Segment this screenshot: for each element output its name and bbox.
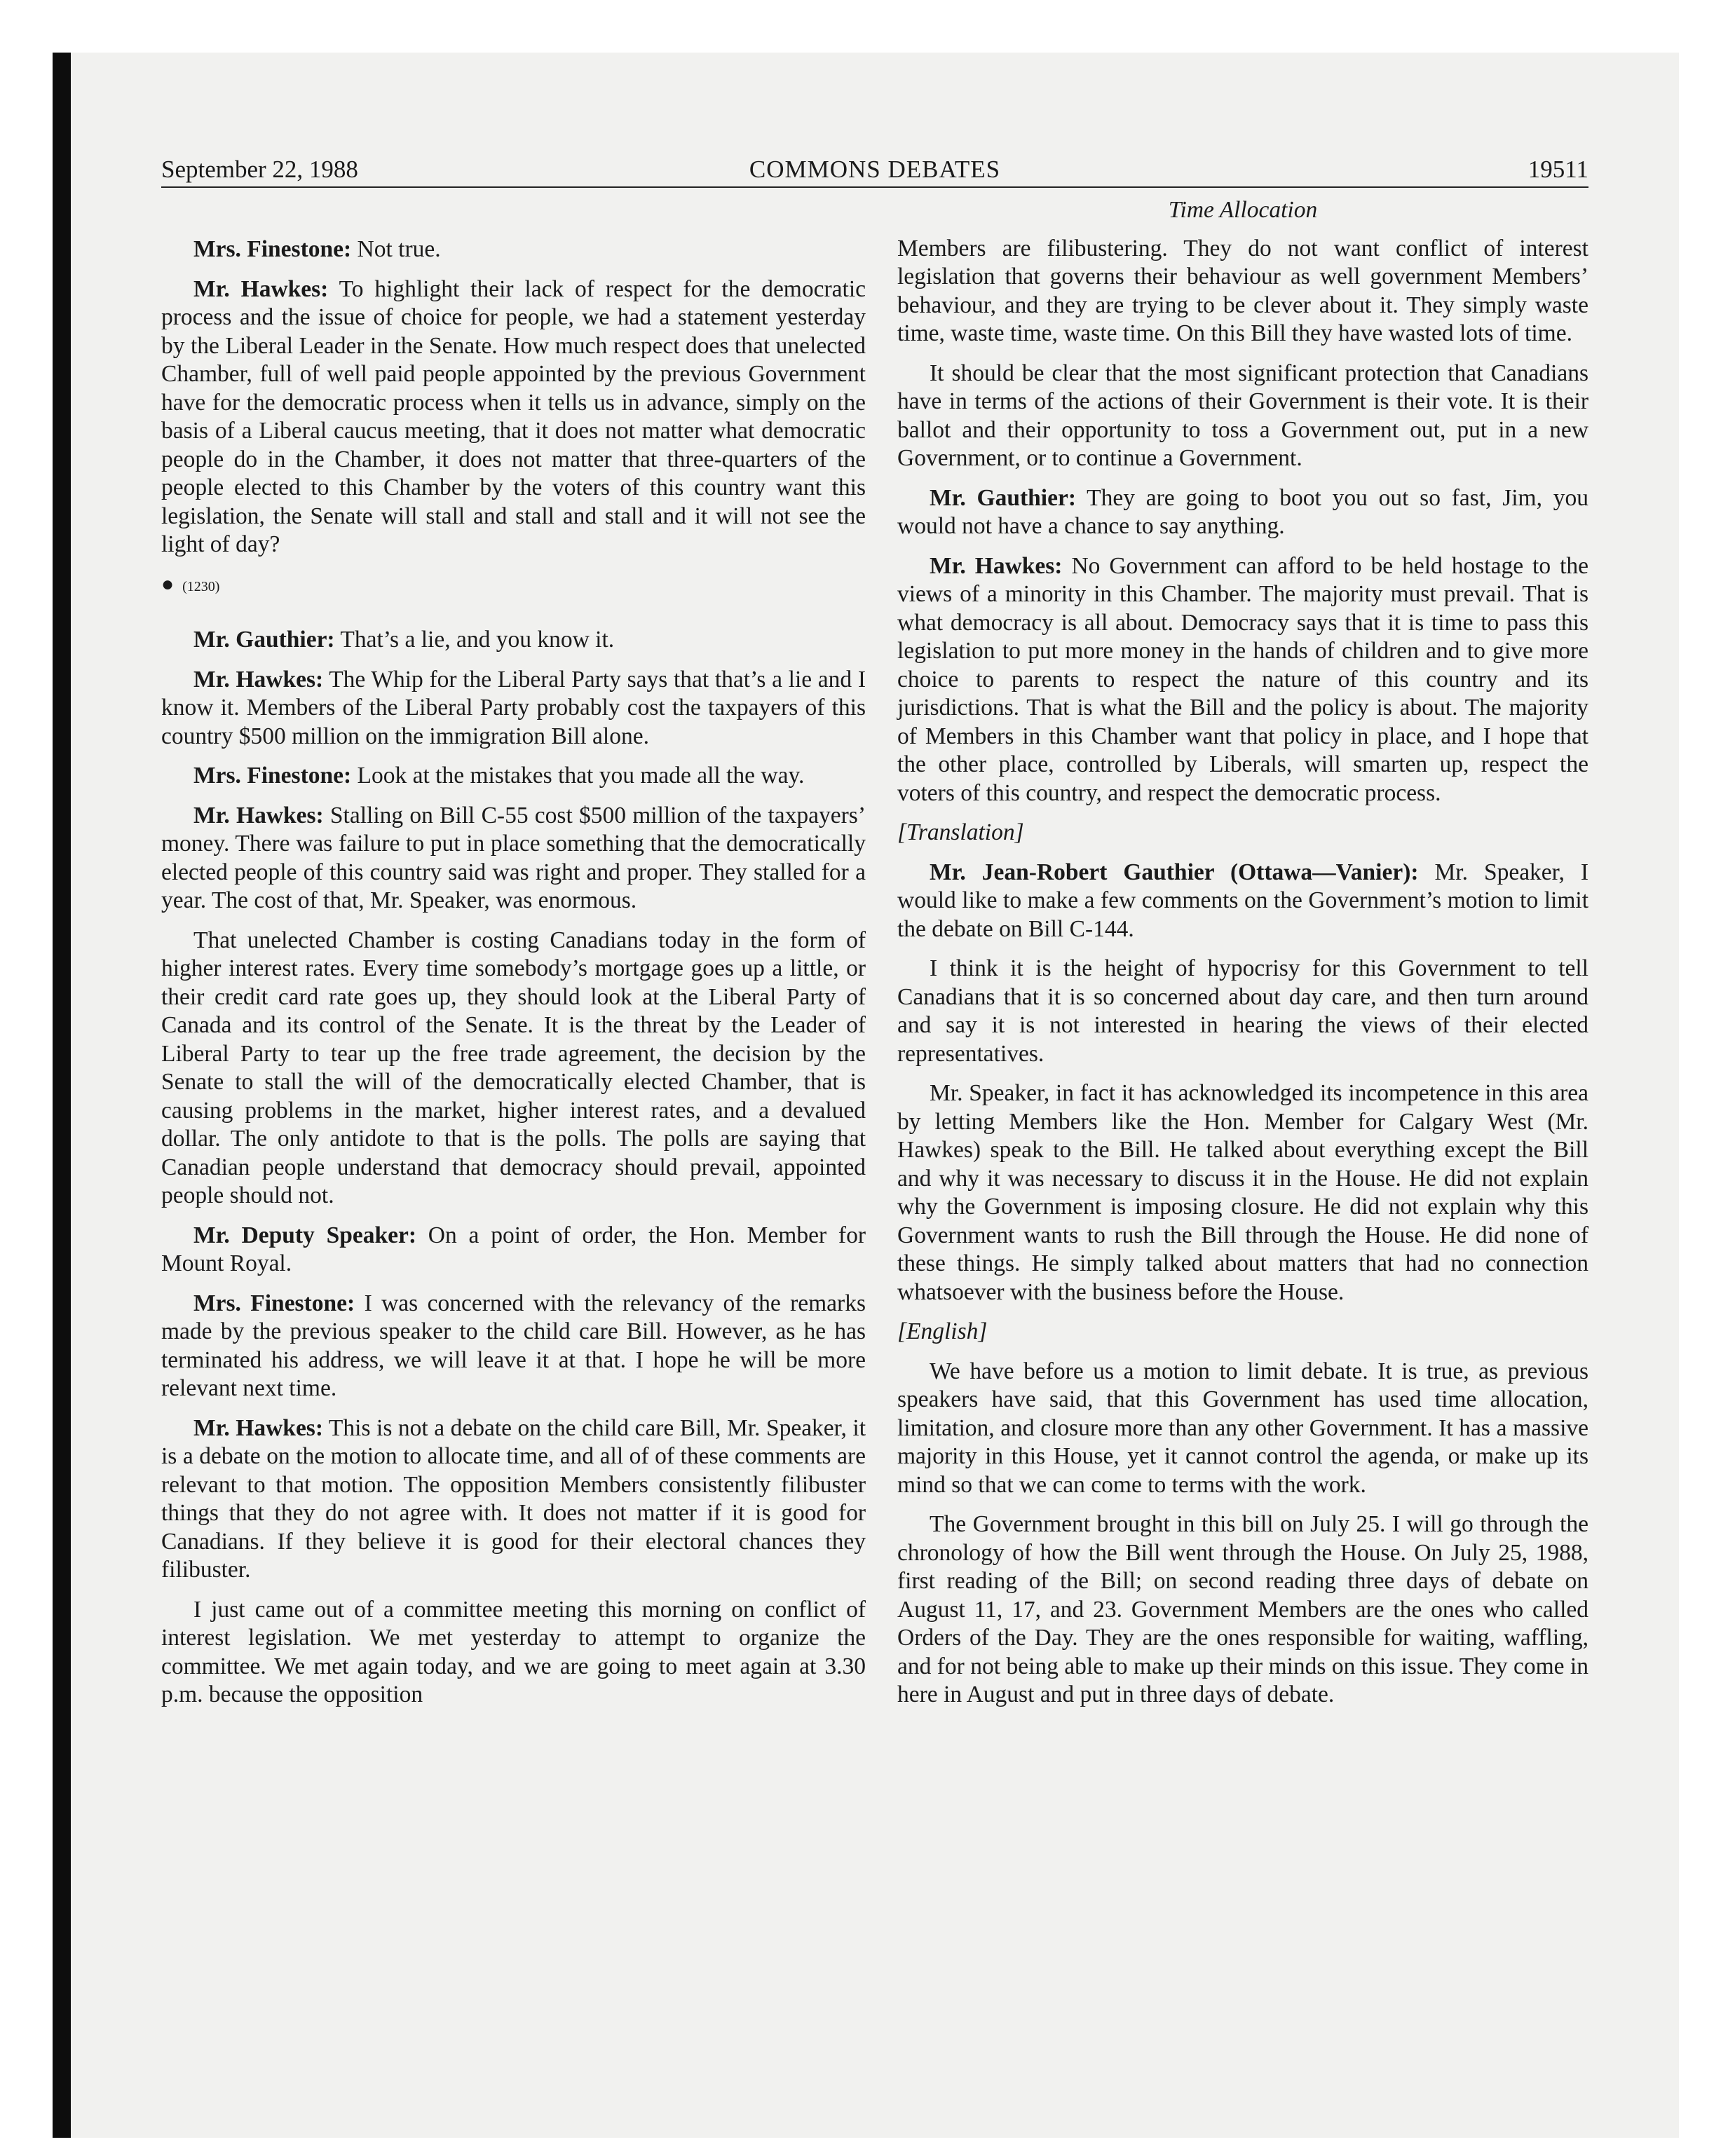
- paragraph: [161, 666, 866, 751]
- header-date: September 22, 1988: [161, 156, 358, 183]
- speaker-name: Mr. Deputy Speaker:: [193, 1222, 417, 1248]
- speaker-name: Mr. Hawkes:: [193, 1414, 324, 1441]
- paragraph-text: That’s a lie, and you know it.: [334, 627, 615, 653]
- bullet-icon: ●: [161, 572, 175, 596]
- paragraph: [897, 1510, 1588, 1710]
- paragraph: [161, 927, 866, 1210]
- paragraph-text: They are going to boot you out so fast, Jim, you would not have a chance to say anything.: [897, 484, 1588, 539]
- time-marker: [161, 571, 866, 601]
- speaker-name: Mr. Hawkes:: [930, 552, 1063, 579]
- paragraph-text: Mr. Speaker, in fact it has acknowledged its incompetence in this area by letting Members like the Hon. Member for Calgary West (Mr. Hawkes) speak to the Bill. He talked about everything except the Bill and why it was necessary to discuss it in the House. He did not explain why the Government is imposing closure. He did not explain why this Government wants to rush the Bill through the House. He did none of these things. He simply talked about matters that had no connection whatsoever with the business before the House.: [897, 1080, 1588, 1305]
- paragraph: [897, 360, 1588, 473]
- paragraph-text: I was concerned with the relevancy of the remarks made by the previous speaker to the child care Bill. However, as he has terminated his address, we will leave it at that. I hope he will be more relevant next time.: [161, 1290, 866, 1401]
- paragraph-text: Not true.: [351, 236, 441, 262]
- paragraph: [897, 235, 1588, 348]
- paragraph-text: No Government can afford to be held hostage to the views of a minority in this Chamber. The majority must prevail. That is what democracy is all about. Democracy says that it is time to pass this legislation to put more money in the hands of children and to give more choice to parents to respect the nature of this country and its jurisdictions. That is what the Bill and the policy is about. The majority of Members in this Chamber want that policy in place, and I hope that the other place, controlled by Liberals, will smarten up, respect the voters of this country, and respect the democratic process.: [897, 552, 1589, 806]
- paragraph: [161, 762, 866, 791]
- speaker-name: Mrs. Finestone:: [193, 763, 352, 789]
- paragraph-text: I think it is the height of hypocrisy for this Government to tell Canadians that it is so concerned about day care, and then turn around and say it is not interested in hearing the views of their elected representatives.: [897, 955, 1588, 1067]
- speaker-name: Mr. Gauthier:: [930, 484, 1076, 511]
- paragraph-text: That unelected Chamber is costing Canadians today in the form of higher interest rates. Every time somebody’s mortgage goes up a little, or their credit card rate goes up, they should look at the Liberal Party of Canada and its control of the Senate. It is the threat by the Leader of Liberal Party to tear up the free trade agreement, the decision by the Senate to stall the will of the democratically elected Chamber, that is causing problems in the market, higher interest rates, and a devalued dollar. The only antidote to that is the polls. The polls are saying that Canadian people understand that democracy should prevail, appointed people should not.: [161, 927, 866, 1208]
- binding-edge: [53, 53, 71, 2138]
- paragraph-text: On a point of order, the Hon. Member for Mount Royal.: [161, 1222, 866, 1276]
- paragraph-text: I just came out of a committee meeting this morning on conflict of interest legislation. We met yesterday to attempt to organize the committee. We met again today, and we are going to meet again at 3.30 p.m. because the opposition: [161, 1596, 866, 1707]
- speaker-name: Mr. Hawkes:: [193, 666, 324, 692]
- speaker-name: Mr. Hawkes:: [193, 802, 324, 828]
- paragraph-text: To highlight their lack of respect for the democratic process and the issue of choice for people, we had a statement yesterday by the Liberal Leader in the Senate. How much respect does that unelected Chamber, full of well paid people appointed by the previous Government have for the democratic process when it tells us in advance, simply on the basis of a Liberal caucus meeting, that it does not matter what democratic people do in the Chamber, it does not matter that three-quarters of the people elected to this Chamber by the voters of this country want this legislation, the Senate will stall and stall and stall and it will not see the light of day?: [161, 275, 866, 557]
- language-note: [Translation]: [897, 819, 1024, 845]
- speaker-name: Mr. Jean-Robert Gauthier (Ottawa—Vanier):: [930, 859, 1419, 885]
- speaker-name: Mrs. Finestone:: [193, 1290, 355, 1316]
- paragraph: [161, 236, 866, 264]
- paragraph: [897, 484, 1588, 541]
- paragraph-text: Look at the mistakes that you made all the way.: [351, 763, 805, 789]
- header-page-number: 19511: [1528, 156, 1588, 183]
- paragraph-text: Members are filibustering. They do not want conflict of interest legislation that governs their behaviour as well government Members’ behaviour, and they are trying to be clever about it. They simply waste time, waste time, waste time. On this Bill they have wasted lots of time.: [897, 235, 1588, 346]
- paragraph: [161, 626, 866, 655]
- paragraph: [161, 1290, 866, 1403]
- paragraph: [161, 1414, 866, 1585]
- paragraph: [897, 859, 1588, 944]
- paragraph: [161, 1596, 866, 1710]
- paragraph-text: It should be clear that the most significant protection that Canadians have in terms of the actions of their Government is their vote. It is their ballot and their opportunity to toss a Government out, put in a new Government, or to continue a Government.: [897, 360, 1588, 471]
- paragraph: [161, 1222, 866, 1278]
- header-title: COMMONS DEBATES: [749, 156, 1001, 183]
- paragraph: [897, 1358, 1588, 1500]
- paragraph-text: The Government brought in this bill on July 25. I will go through the chronology of how the Bill went through the House. On July 25, 1988, first reading of the Bill; on second reading three days of debate on August 11, 17, and 23. Government Members are the ones who called Orders of the Day. They are the ones responsible for waiting, waffling, and for not being able to make up their minds on this issue. They come in here in August and put in three days of debate.: [897, 1511, 1588, 1707]
- paragraph-text: The Whip for the Liberal Party says that that’s a lie and I know it. Members of the Liberal Party probably cost the taxpayers of this country $500 million on the immigration Bill alone.: [161, 666, 866, 749]
- speaker-name: Mr. Gauthier:: [193, 627, 335, 653]
- speaker-name: Mrs. Finestone:: [193, 236, 352, 262]
- paragraph: [897, 552, 1588, 808]
- left-column: [161, 236, 866, 1721]
- paragraph: [161, 802, 866, 915]
- speaker-name: Mr. Hawkes:: [193, 275, 329, 302]
- right-column: [897, 196, 1588, 1721]
- language-note: [English]: [897, 1318, 988, 1344]
- paragraph-text: Mr. Speaker, I would like to make a few comments on the Government’s motion to limit the debate on Bill C-144.: [897, 859, 1588, 942]
- paragraph-text: This is not a debate on the child care Bill, Mr. Speaker, it is a debate on the motion to allocate time, and all of of these comments are relevant to that motion. The opposition Members consistently filibuster things that they do not agree with. It does not matter if it is good for Canadians. If they believe it is good for their electoral chances they filibuster.: [161, 1414, 866, 1583]
- paragraph: [161, 275, 866, 559]
- time-marker-text: (1230): [182, 578, 220, 594]
- paragraph-text: Stalling on Bill C-55 cost $500 million of the taxpayers’ money. There was failure to put in place something that the democratically elected people of this country said was right and proper. They stalled for a year. The cost of that, Mr. Speaker, was enormous.: [161, 802, 866, 913]
- paragraph: [897, 1079, 1588, 1306]
- paragraph: [897, 955, 1588, 1068]
- running-head: Time Allocation: [1168, 197, 1318, 223]
- page-header: [161, 144, 1588, 188]
- paragraph-text: We have before us a motion to limit debate. It is true, as previous speakers have said, that this Government has used time allocation, limitation, and closure more than any other Government. It has a massive majority in this House, yet it cannot control the agenda, or make up its mind so that we can come to terms with the work.: [897, 1358, 1588, 1498]
